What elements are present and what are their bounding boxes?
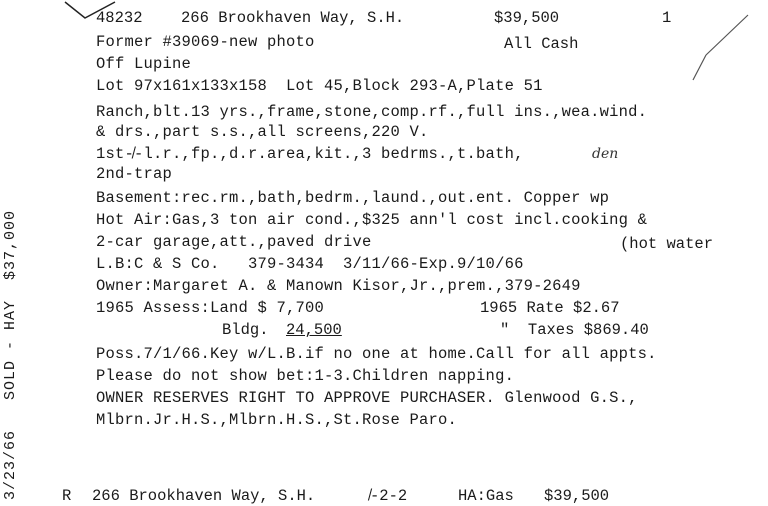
detail-line: Hot Air:Gas,3 ton air cond.,$325 ann'l cost incl.cooking & (96, 211, 648, 229)
footer-price: $39,500 (544, 487, 610, 505)
listing-price: $39,500 (494, 9, 560, 27)
footer-heat: HA:Gas (458, 487, 514, 505)
detail-line: 1st-̸-l.r.,fp.,d.r.area,kit.,3 bedrms.,t.bath, (96, 145, 524, 163)
detail-line: 1965 Assess:Land $ 7,700 (96, 299, 325, 317)
detail-line: Lot 97x161x133x158 Lot 45,Block 293-A,Plate 51 (96, 77, 543, 95)
footer-code: ̸-2-2 (370, 487, 408, 505)
bldg-label: Bldg. (222, 321, 269, 339)
detail-line: Mlbrn.Jr.H.S.,Mlbrn.H.S.,St.Rose Paro. (96, 411, 458, 429)
sold-side-note: 3/23/66 SOLD - HAY $37,000 (2, 209, 19, 500)
detail-line: Please do not show bet:1-3.Children napping. (96, 367, 515, 385)
footer-marker: R (62, 487, 72, 505)
detail-line: L.B:C & S Co. 379-3434 3/11/66-Exp.9/10/66 (96, 255, 524, 273)
detail-line: 2nd-trap (96, 165, 173, 183)
taxes: " Taxes $869.40 (500, 321, 649, 339)
tax-rate: 1965 Rate $2.67 (480, 299, 620, 317)
detail-line: Former #39069-new photo (96, 33, 315, 51)
hot-water-note: (hot water (620, 235, 714, 253)
listing-number: 48232 (96, 9, 143, 27)
listing-address: 266 Brookhaven Way, S.H. (181, 9, 405, 27)
handwritten-den: den (592, 146, 619, 162)
detail-line: & drs.,part s.s.,all screens,220 V. (96, 123, 429, 141)
detail-line: Basement:rec.rm.,bath,bedrm.,laund.,out.ent. Copper wp (96, 189, 610, 207)
detail-line: Poss.7/1/66.Key w/L.B.if no one at home.Call for all appts. (96, 345, 657, 363)
detail-line: OWNER RESERVES RIGHT TO APPROVE PURCHASER. Glenwood G.S., (96, 389, 638, 407)
detail-line: Off Lupine (96, 55, 192, 73)
detail-line: Owner:Margaret A. & Manown Kisor,Jr.,prem.,379-2649 (96, 277, 581, 295)
detail-line: 2-car garage,att.,paved drive (96, 233, 372, 251)
pencil-check-mark (688, 10, 758, 90)
terms: All Cash (504, 35, 579, 53)
page-number: 1 (662, 9, 672, 27)
bldg-value: 24,500 (286, 321, 342, 339)
detail-line: Ranch,blt.13 yrs.,frame,stone,comp.rf.,full ins.,wea.wind. (96, 103, 648, 121)
footer-address: 266 Brookhaven Way, S.H. (92, 487, 316, 505)
